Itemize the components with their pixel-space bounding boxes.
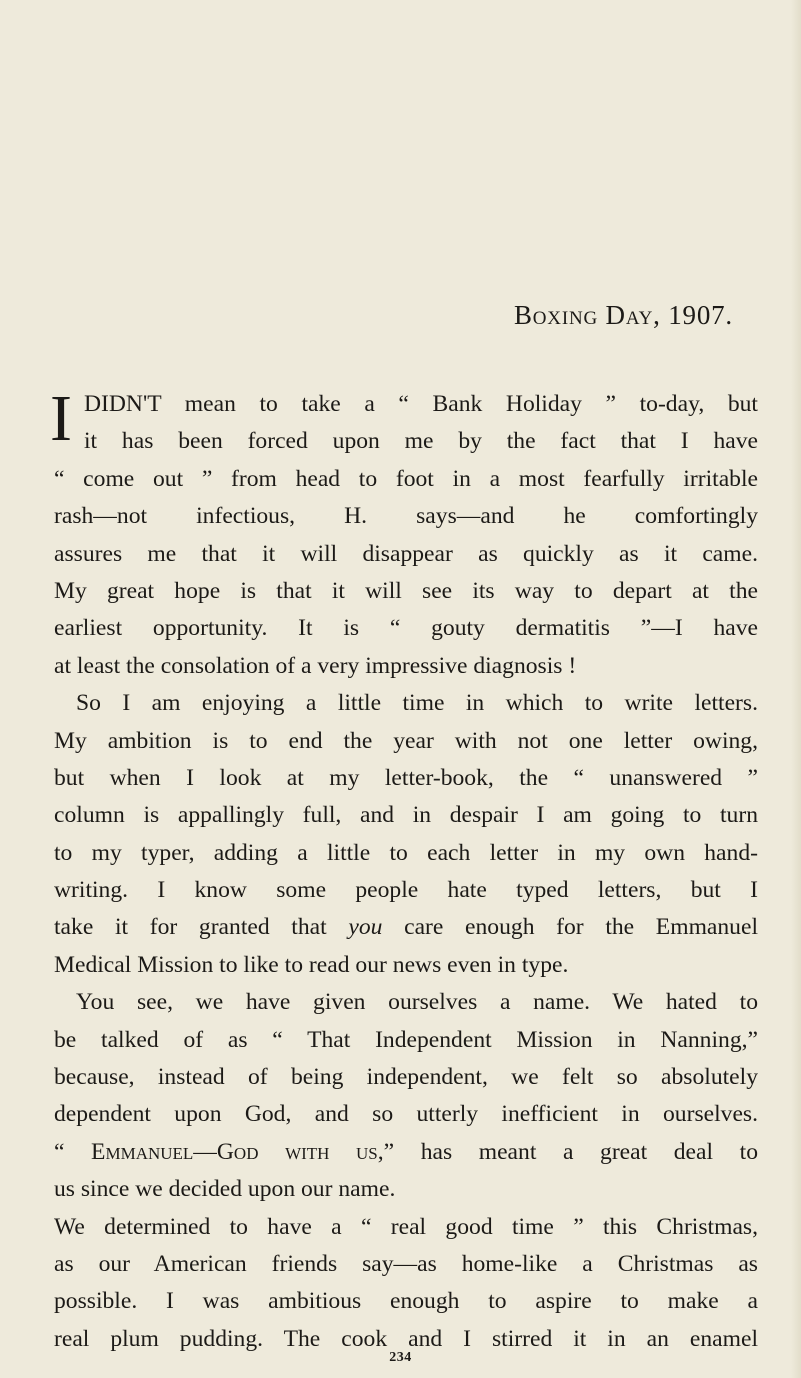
text-line: because, instead of being independent, we felt so absolutely (54, 1064, 758, 1091)
text-line: rash—not infectious, H. says—and he comfortingly (54, 503, 758, 530)
text-line: earliest opportunity. It is “ gouty dermatitis ”—I have (54, 615, 758, 642)
body-text (50, 382, 759, 1358)
text-line: as our American friends say—as home-like a Christmas as (54, 1250, 758, 1277)
text-line: assures me that it will disappear as quickly as it came. (54, 540, 758, 567)
small-caps-name: “ Emmanuel—God with us,” (54, 1138, 421, 1165)
text-line: be talked of as “ That Independent Mission in Nanning,” (54, 1026, 758, 1053)
page-number: 234 (389, 1350, 412, 1365)
text-line: You see, we have given ourselves a name. We hated to (76, 989, 758, 1016)
text-line: real plum pudding. The cook and I stirred it in an enamel (54, 1325, 758, 1352)
text-line: My ambition is to end the year with not one letter owing, (54, 727, 758, 754)
text-line: at least the consolation of a very impressive diagnosis ! (54, 652, 577, 679)
text-line: but when I look at my letter-book, the “ unanswered ” (54, 764, 758, 791)
text-line: it has been forced upon me by the fact that I have (84, 428, 758, 455)
page-edge (791, 0, 801, 1378)
date-heading: Boxing Day, 1907. (513, 300, 733, 330)
text-line: “ come out ” from head to foot in a most fearfully irritable (54, 465, 758, 492)
text-line: dependent upon God, and so utterly inefficient in ourselves. (54, 1101, 758, 1128)
text-line: writing. I know some people hate typed letters, but I (54, 877, 758, 904)
text-line: Medical Mission to like to read our news even in type. (54, 951, 569, 978)
text-line: to my typer, adding a little to each letter in my own hand- (54, 839, 758, 866)
text-line: “ Emmanuel—God with us,” has meant a great deal to (54, 1138, 758, 1165)
text-line: So I am enjoying a little time in which to write letters. (76, 690, 758, 717)
text-line: us since we decided upon our name. (54, 1176, 396, 1203)
text-line: My great hope is that it will see its way to depart at the (54, 577, 758, 604)
drop-cap: I (50, 382, 72, 455)
emphasis: you (348, 914, 383, 941)
text-line: We determined to have a “ real good time ” this Christmas, (54, 1213, 758, 1240)
text-line: I DIDN'T mean to take a “ Bank Holiday ” to-day, but (50, 382, 758, 455)
text-line: possible. I was ambitious enough to aspire to make a (54, 1288, 758, 1315)
text-line: column is appallingly full, and in despair I am going to turn (54, 802, 758, 829)
text-line: take it for granted that you care enough for the Emmanuel (54, 914, 759, 941)
